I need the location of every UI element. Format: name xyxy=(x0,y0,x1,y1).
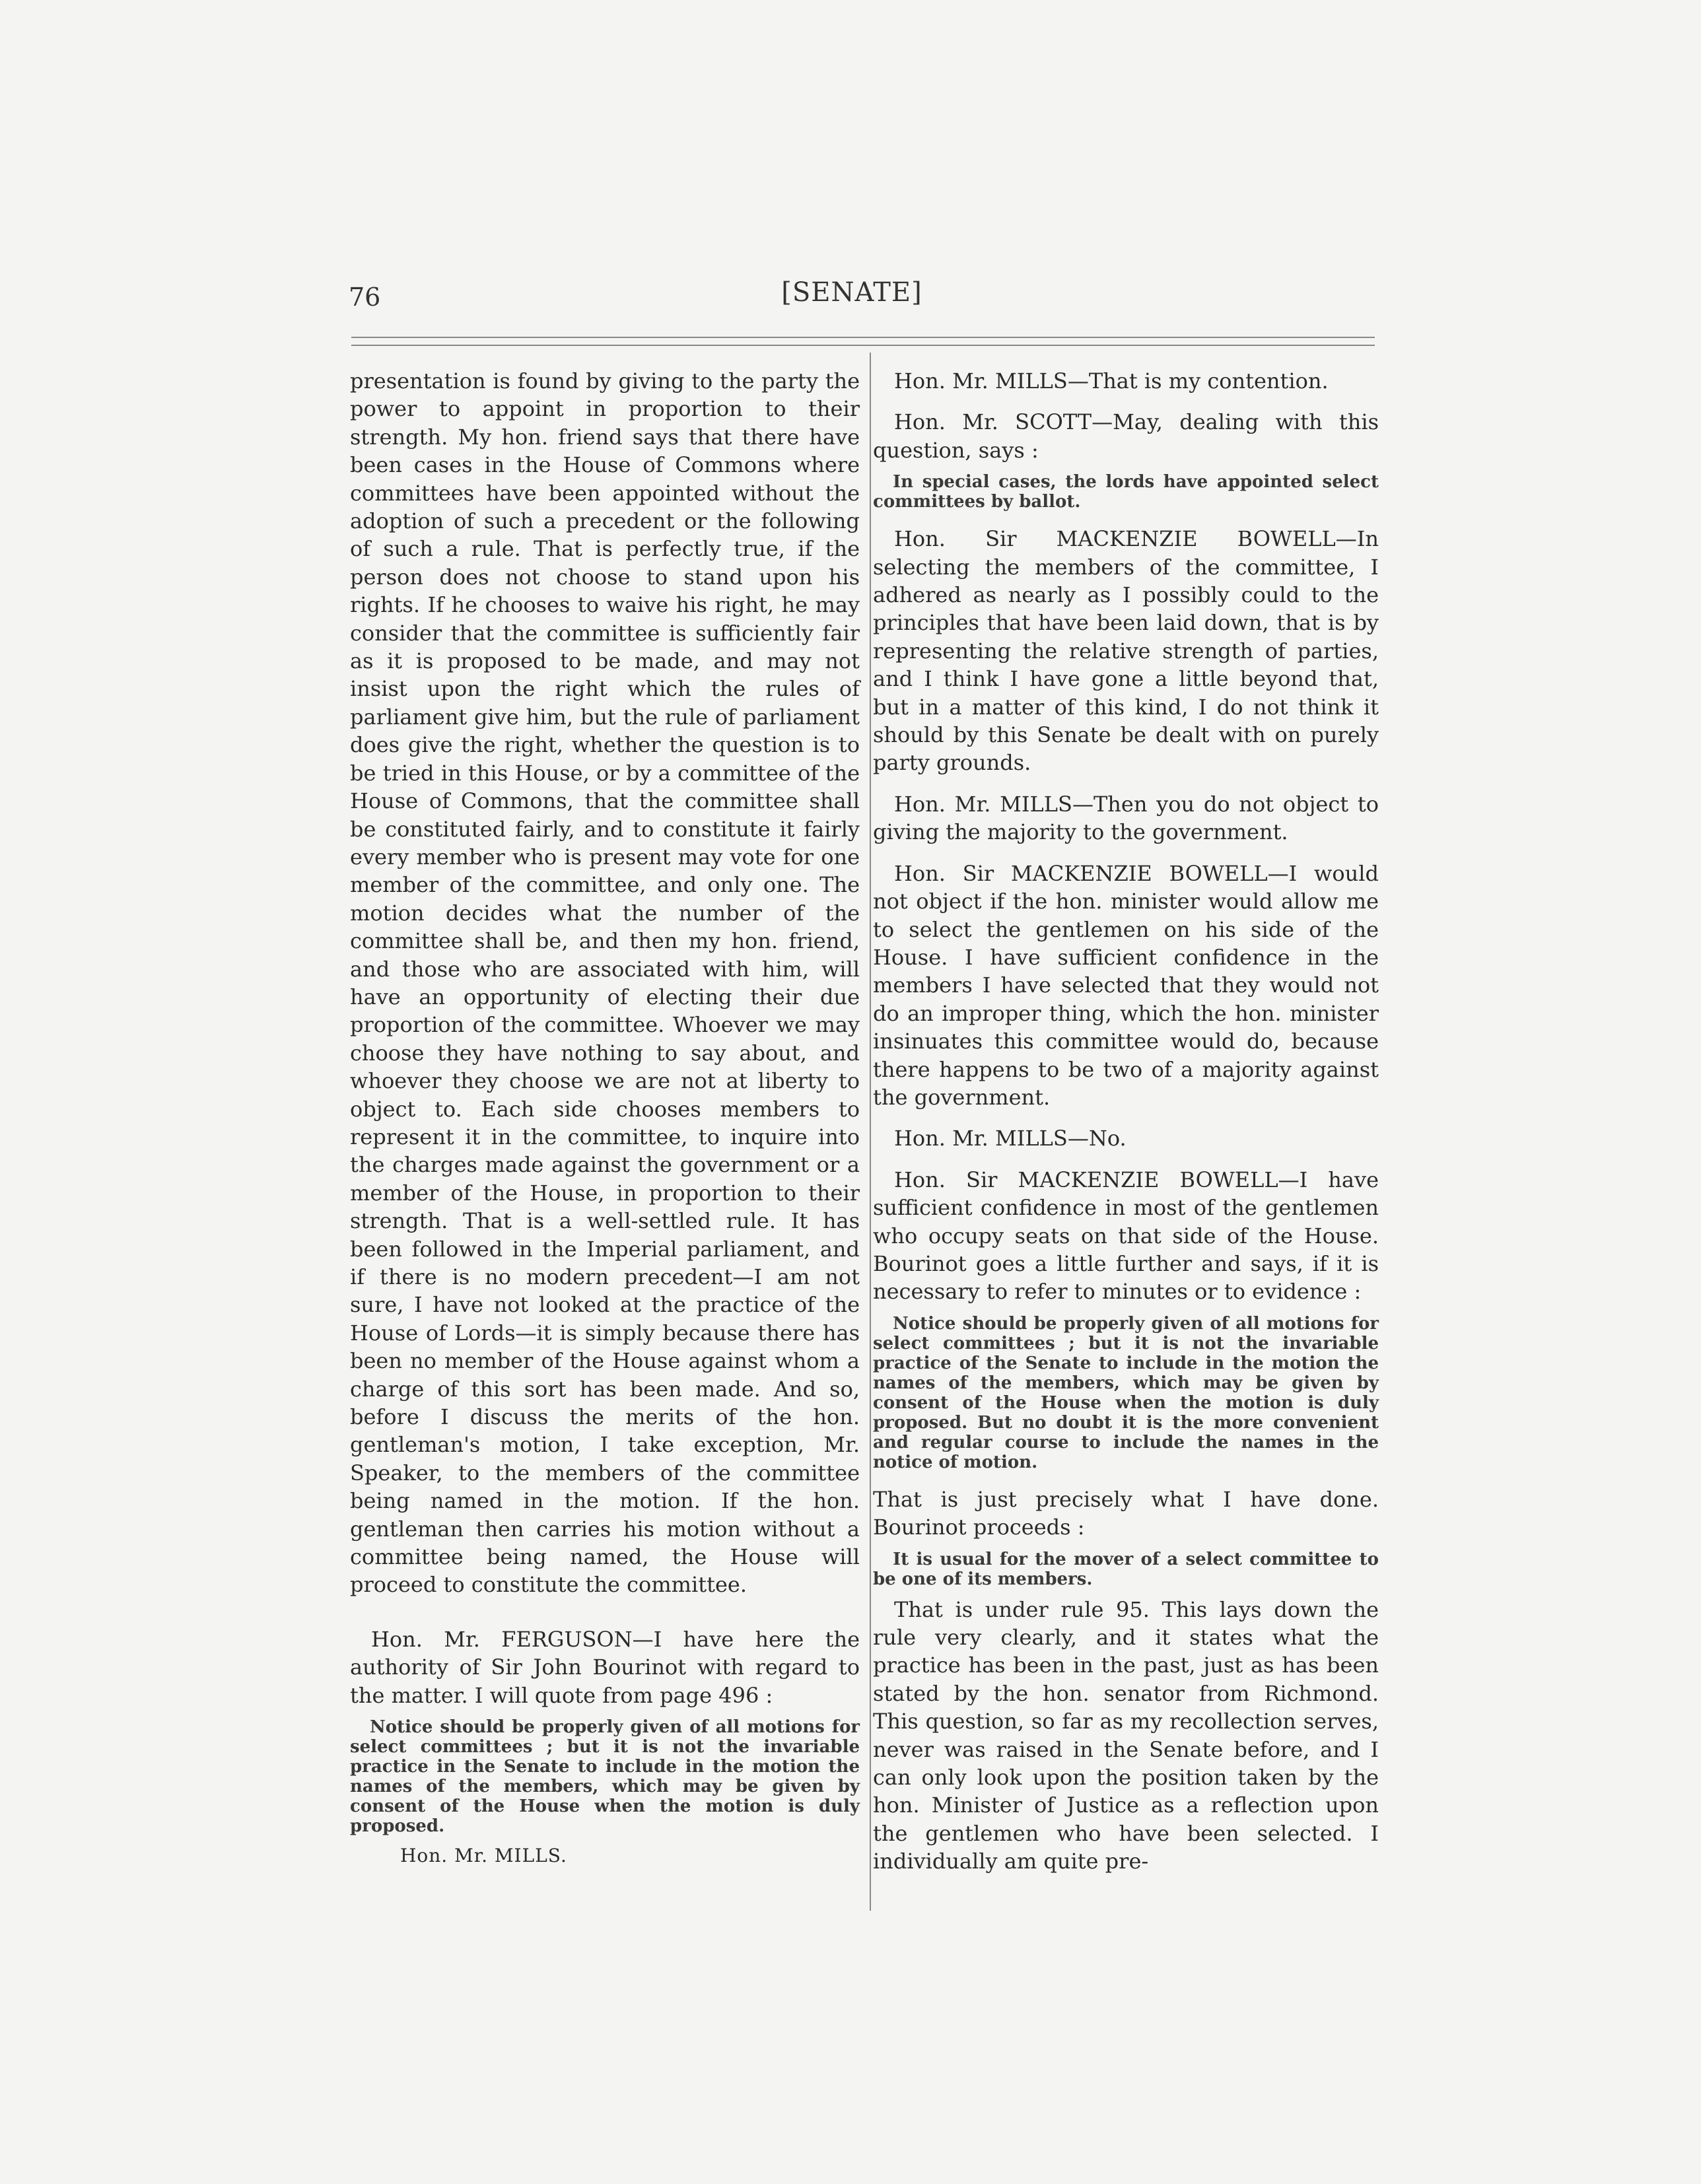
paragraph: Hon. Mr. MILLS—No. xyxy=(894,1126,1127,1151)
paragraph: presentation is found by giving to the party the power to appoint in proportion to their strength. My hon. friend says that there have been cases in the House of Commons where committees have been appointed without the adoption of such a precedent or the following of such a rule. That is perfectly true, if the person does not choose to stand upon his rights. If he chooses to waive his right, he may consider that the committee is sufficiently fair as it is proposed to be made, and may not insist upon the right which the rules of parliament give him, but the rule of parliament does give the right, whether the question is to be tried in this House, or by a committee of the House of Commons, that the committee shall be constituted fairly, and to constitute it fairly every member who is present may vote for one member of the committee, and only one. The motion decides what the number of the committee shall be, and then my hon. friend, and those who are associated with him, will have an opportunity of electing their due proportion of the committee. Whoever we may choose they have nothing to say about, and whoever they choose we are not at liberty to object to. Each side chooses members to represent it in the committee, to inquire into the charges made against the government or a member of the House, in proportion to their strength. That is a well-settled rule. It has been followed in the Imperial parliament, and if there is no modern precedent—I am not sure, I have not looked at the practice of the House of Lords—it is simply because there has been no member of the House against whom a charge of this sort has been made. And so, before I discuss the merits of the hon. gentleman's motion, I take exception, Mr. Speaker, to the members of the committee being named in the motion. If the hon. gentleman then carries his motion without a committee being named, the House will proceed to constitute the committee. xyxy=(350,368,860,1598)
paragraph: Hon. Mr. FERGUSON—I have here the authority of Sir John Bourinot with regard to the matter. I will quote from page 496 : xyxy=(350,1626,860,1708)
right-column xyxy=(873,367,1379,1876)
paragraph: That is just precisely what I have done. Bourinot proceeds : xyxy=(873,1486,1379,1540)
block-quote: In special cases, the lords have appointed select committees by ballot. xyxy=(873,472,1379,512)
header-rule-top xyxy=(351,337,1375,338)
paragraph: Hon. Sir MACKENZIE BOWELL—I would not object if the hon. minister would allow me to select the gentlemen on his side of the House. I have sufficient confidence in the members I have selected that they would not do an improper thing, which the hon. minister insinuates this committee would do, because there happens to be two of a majority against the government. xyxy=(873,860,1379,1110)
page-number: 76 xyxy=(349,283,381,312)
speaker-signoff: Hon. Mr. MILLS. xyxy=(400,1845,567,1867)
paragraph: Hon. Mr. MILLS—That is my contention. xyxy=(894,368,1329,393)
paragraph: Hon. Mr. MILLS—Then you do not object to giving the majority to the government. xyxy=(873,791,1379,845)
paragraph: Hon. Mr. SCOTT—May, dealing with this question, says : xyxy=(873,409,1379,463)
paragraph: Hon. Sir MACKENZIE BOWELL—In selecting the members of the committee, I adhered as nearly as I possibly could to the principles that have been laid down, that is by representing the relative strength of parties, and I think I have gone a little beyond that, but in a matter of this kind, I do not think it should by this Senate be dealt with on purely party grounds. xyxy=(873,526,1379,776)
running-head: [SENATE] xyxy=(781,277,922,308)
column-divider xyxy=(870,353,871,1911)
paragraph: Hon. Sir MACKENZIE BOWELL—I have sufficient confidence in most of the gentlemen who occupy seats on that side of the House. Bourinot goes a little further and says, if it is necessary to refer to minutes or to evidence : xyxy=(873,1167,1379,1305)
paragraph: That is under rule 95. This lays down the rule very clearly, and it states what the practice has been in the past, just as has been stated by the hon. senator from Richmond. This question, so far as my recollection serves, never was raised in the Senate before, and I can only look upon the position taken by the hon. Minister of Justice as a reflection upon the gentlemen who have been selected. I individually am quite pre- xyxy=(873,1596,1379,1874)
block-quote: Notice should be properly given of all motions for select committees ; but it is not the invariable practice in the Senate to include in the motion the names of the members, which may be given by consent of the House when the motion is duly proposed. xyxy=(350,1717,860,1837)
left-column xyxy=(350,367,860,1869)
block-quote: Notice should be properly given of all motions for select committees ; but it is not the invariable practice of the Senate to include in the motion the names of the members, which may be given by consent of the House when the motion is duly proposed. But no doubt it is the more convenient and regular course to include the names in the notice of motion. xyxy=(873,1313,1379,1472)
header-rule-bottom xyxy=(351,345,1375,346)
block-quote: It is usual for the mover of a select committee to be one of its members. xyxy=(873,1549,1379,1589)
